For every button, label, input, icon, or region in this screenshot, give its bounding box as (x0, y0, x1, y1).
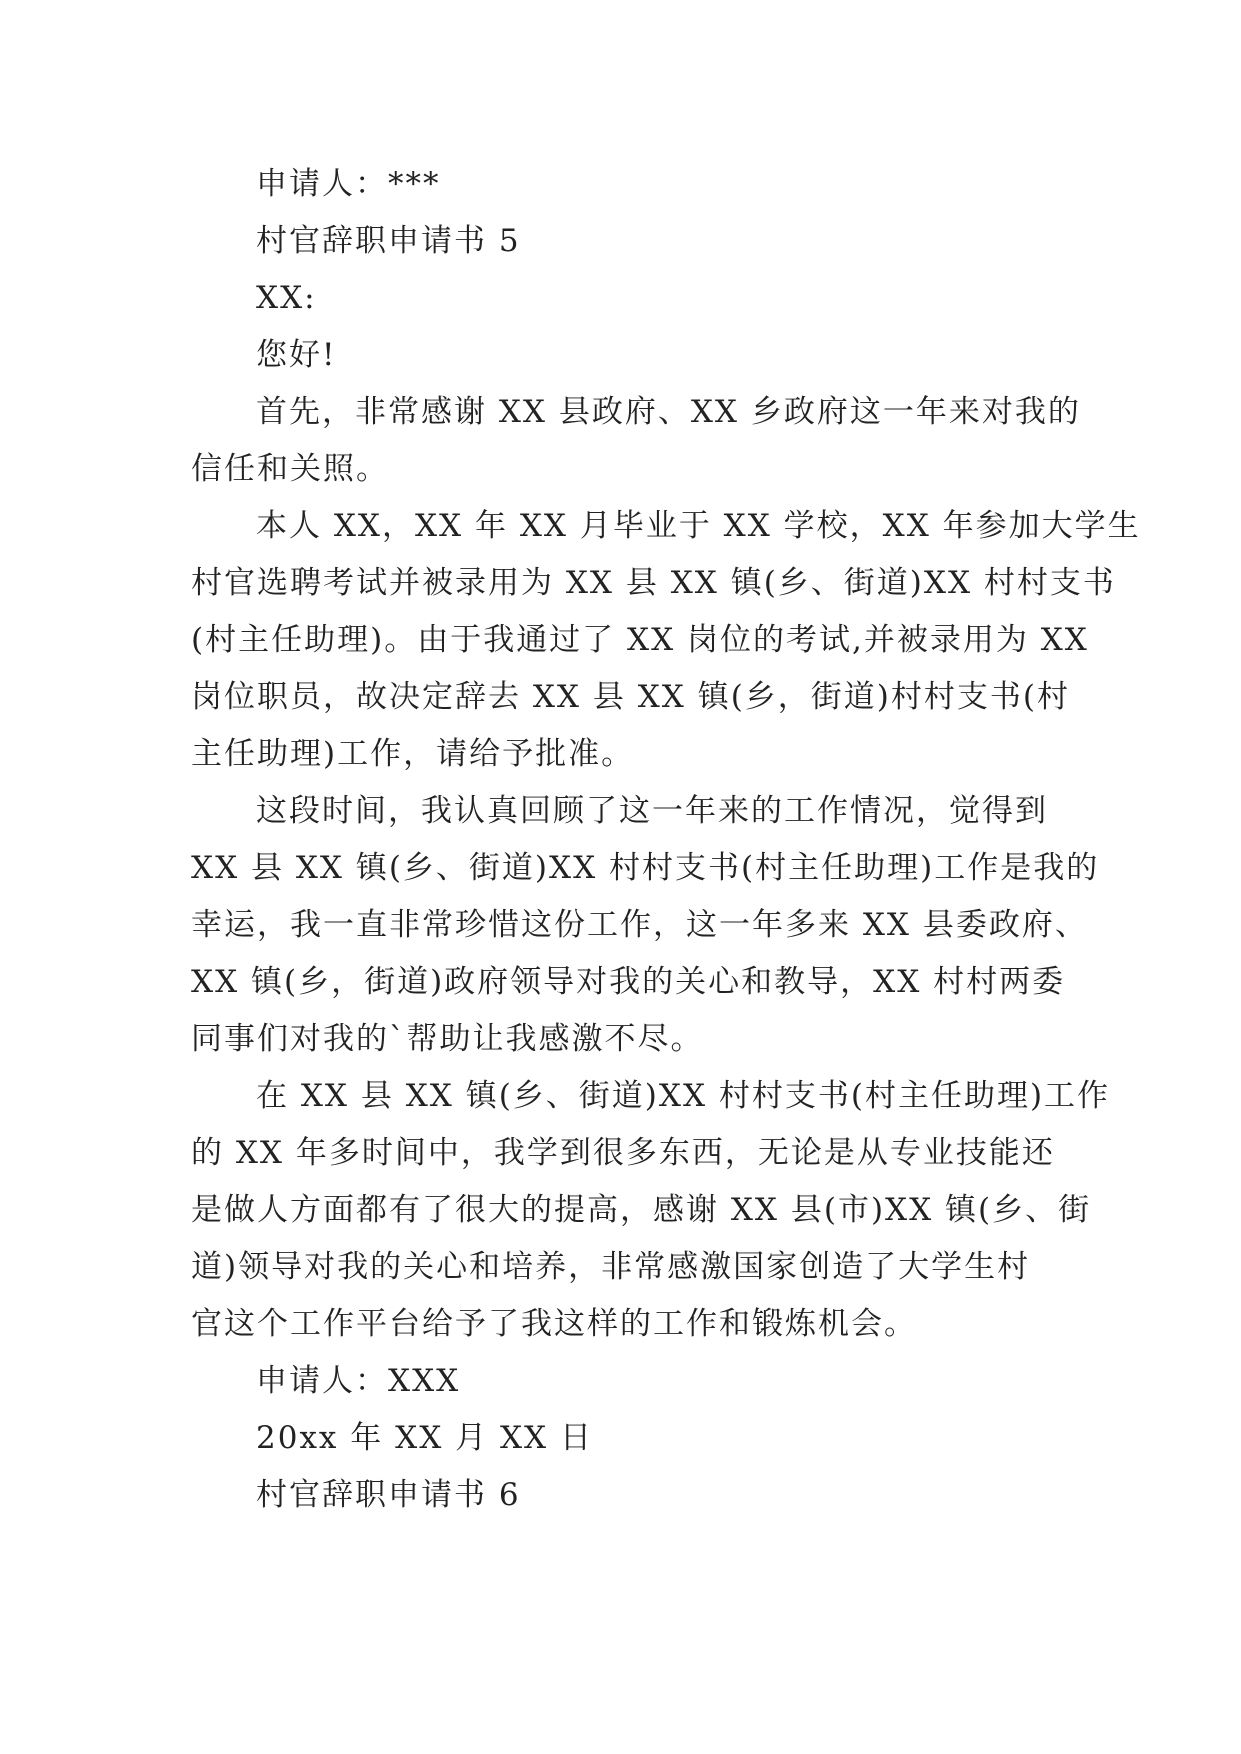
section-title-5: 村官辞职申请书 5 (256, 223, 521, 259)
paragraph-3-line-5: 同事们对我的`帮助让我感激不尽。 (191, 1021, 704, 1057)
paragraph-4-line-1: 在 XX 县 XX 镇(乡、街道)XX 村村支书(村主任助理)工作 (256, 1078, 1111, 1114)
date-line: 20xx 年 XX 月 XX 日 (256, 1420, 593, 1456)
applicant-line-top: 申请人：*** (256, 166, 441, 202)
paragraph-2-line-2: 村官选聘考试并被录用为 XX 县 XX 镇(乡、街道)XX 村村支书 (191, 565, 1116, 601)
paragraph-2-line-3: (村主任助理)。由于我通过了 XX 岗位的考试,并被录用为 XX (191, 622, 1089, 658)
recipient-line: XX: (256, 280, 317, 316)
paragraph-1-line-1: 首先，非常感谢 XX 县政府、XX 乡政府这一年来对我的 (256, 394, 1081, 430)
paragraph-3-line-4: XX 镇(乡，街道)政府领导对我的关心和教导，XX 村村两委 (191, 964, 1066, 1000)
paragraph-4-line-2: 的 XX 年多时间中，我学到很多东西，无论是从专业技能还 (191, 1135, 1055, 1171)
paragraph-4-line-4: 道)领导对我的关心和培养，非常感激国家创造了大学生村 (191, 1249, 1031, 1285)
greeting-line: 您好! (256, 337, 337, 373)
paragraph-4-line-3: 是做人方面都有了很大的提高，感谢 XX 县(市)XX 镇(乡、街 (191, 1192, 1092, 1228)
paragraph-3-line-2: XX 县 XX 镇(乡、街道)XX 村村支书(村主任助理)工作是我的 (191, 850, 1100, 886)
paragraph-1-line-2: 信任和关照。 (191, 451, 389, 487)
paragraph-4-line-5: 官这个工作平台给予了我这样的工作和锻炼机会。 (191, 1306, 917, 1342)
paragraph-2-line-5: 主任助理)工作，请给予批准。 (191, 736, 635, 772)
paragraph-3-line-1: 这段时间，我认真回顾了这一年来的工作情况，觉得到 (256, 793, 1048, 829)
applicant-line: 申请人：XXX (256, 1363, 461, 1399)
paragraph-2-line-1: 本人 XX，XX 年 XX 月毕业于 XX 学校，XX 年参加大学生 (256, 508, 1141, 544)
paragraph-2-line-4: 岗位职员，故决定辞去 XX 县 XX 镇(乡，街道)村村支书(村 (191, 679, 1070, 715)
paragraph-3-line-3: 幸运，我一直非常珍惜这份工作，这一年多来 XX 县委政府、 (191, 907, 1088, 943)
section-title-6: 村官辞职申请书 6 (256, 1477, 521, 1513)
